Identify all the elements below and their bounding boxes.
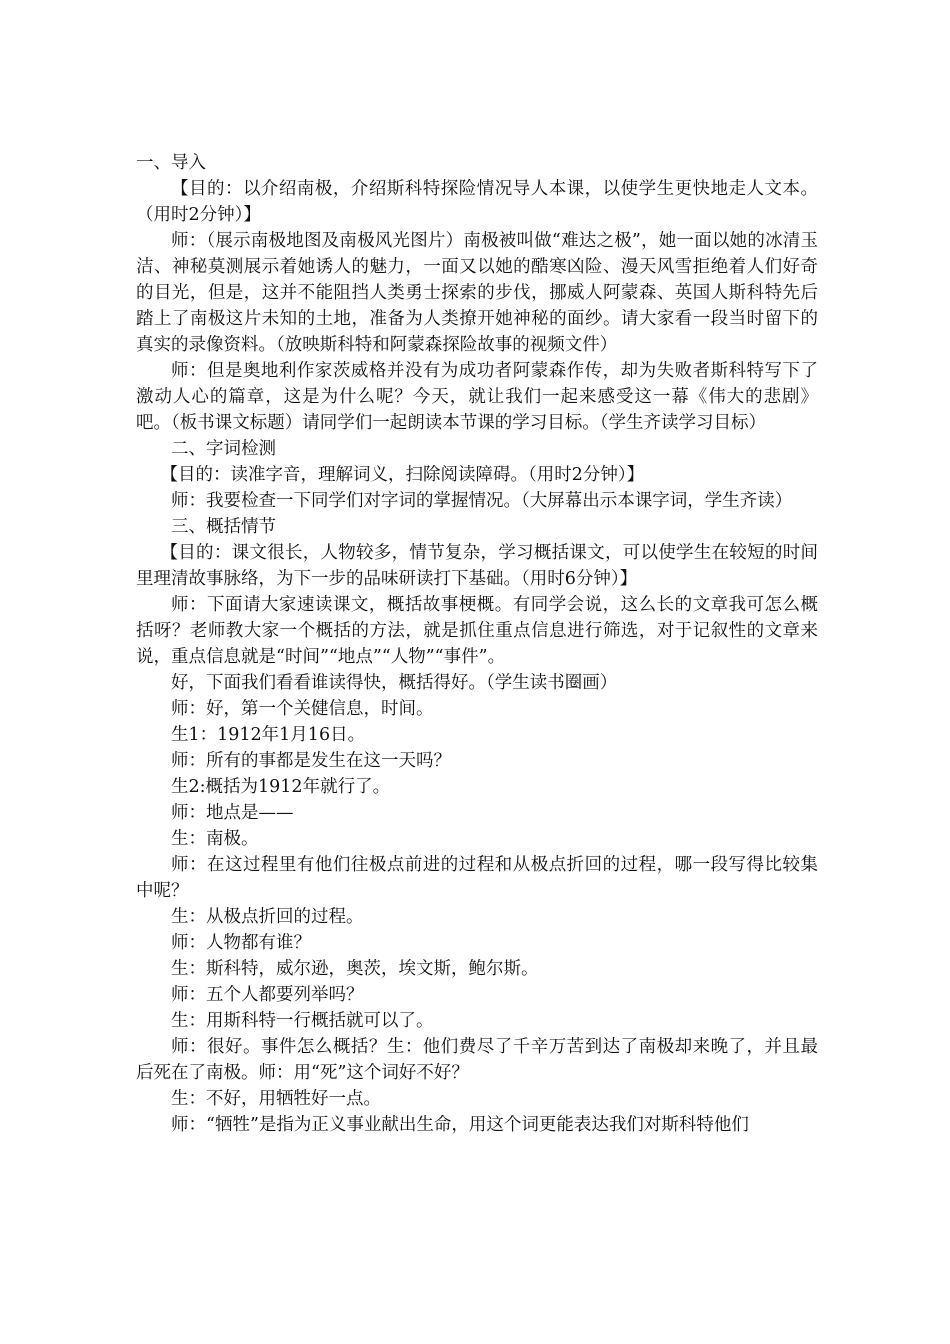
- dialogue-line: 师：很好。事件怎么概括？生：他们费尽了千辛万苦到达了南极却来晚了，并且最后死在了南极。师：用“死”这个词好不好？: [136, 1037, 818, 1083]
- paragraph-purpose-3: 【目的：课文很长，人物较多，情节复杂，学习概括课文，可以使学生在较短的时间里理清故事脉络，为下一步的品味研读打下基础。（用时6分钟）】: [136, 543, 818, 589]
- dialogue-line: 师：人物都有谁？: [171, 933, 311, 953]
- paragraph-purpose-1: 【目的：以介绍南极，介绍斯科特探险情况导人本课，以使学生更快地走人文本。（用时2分钟）】: [136, 179, 818, 225]
- document-body: [136, 150, 818, 1138]
- dialogue-line: 生：南极。: [171, 829, 259, 849]
- paragraph-reading: 好，下面我们看看谁读得快，概括得好。（学生读书圈画）: [171, 673, 618, 693]
- dialogue-line: 师：五个人都要列举吗？: [171, 985, 364, 1005]
- dialogue-line: 生2:概括为1912年就行了。: [171, 777, 391, 797]
- paragraph-purpose-2: 【目的：读准字音，理解词义，扫除阅读障碍。（用时2分钟）】: [160, 465, 645, 485]
- dialogue-line: 生：用斯科特一行概括就可以了。: [171, 1011, 434, 1031]
- dialogue-line: 师：在这过程里有他们往极点前进的过程和从极点折回的过程，哪一段写得比较集中呢？: [136, 855, 818, 901]
- dialogue-line: 师：好，第一个关健信息，时间。: [171, 699, 434, 719]
- paragraph-teacher-intro: 师：（展示南极地图及南极风光图片）南极被叫做“难达之极”，她一面以她的冰清玉洁、神秘莫测展示着她诱人的魅力，一面又以她的酷寒凶险、漫天风雪拒绝着人们好奇的目光，但是，这并不能阻挡人类勇士探索的步伐，挪威人阿蒙森、英国人斯科特先后踏上了南极这片未知的土地，准备为人类撩开她神秘的面纱。请大家看一段当时留下的真实的录像资料。（放映斯科特和阿蒙森探险故事的视频文件）: [136, 231, 818, 355]
- section-heading-vocabulary: 二、字词检测: [171, 439, 276, 459]
- dialogue-line: 生：不好，用牺牲好一点。: [171, 1089, 381, 1109]
- dialogue-line: 生1：1912年1月16日。: [171, 725, 366, 745]
- paragraph-teacher-vocab: 师：我要检查一下同学们对字词的掌握情况。（大屏幕出示本课字词，学生齐读）: [171, 491, 793, 511]
- paragraph-teacher-zweig: 师：但是奥地利作家茨威格并没有为成功者阿蒙森作传，却为失败者斯科特写下了激动人心的篇章，这是为什么呢？今天，就让我们一起来感受这一幕《伟大的悲剧》吧。（板书课文标题）请同学们一起朗读本节课的学习目标。（学生齐读学习目标）: [136, 361, 818, 433]
- section-heading-summary: 三、概括情节: [171, 517, 276, 537]
- dialogue-line: 师：“牺牲”是指为正义事业献出生命，用这个词更能表达我们对斯科特他们: [171, 1115, 749, 1135]
- paragraph-teacher-method: 师：下面请大家速读课文，概括故事梗概。有同学会说，这么长的文章我可怎么概括呀？老师教大家一个概括的方法，就是抓住重点信息进行筛选，对于记叙性的文章来说，重点信息就是“时间”“地点”“人物”“事件”。: [136, 595, 818, 667]
- dialogue-line: 生：斯科特，威尔逊，奥茨，埃文斯，鲍尔斯。: [171, 959, 539, 979]
- dialogue-line: 师：所有的事都是发生在这一天吗？: [171, 751, 451, 771]
- section-heading-intro: 一、导入: [136, 153, 206, 173]
- dialogue-line: 生：从极点折回的过程。: [171, 907, 364, 927]
- dialogue-line: 师：地点是——: [171, 803, 294, 823]
